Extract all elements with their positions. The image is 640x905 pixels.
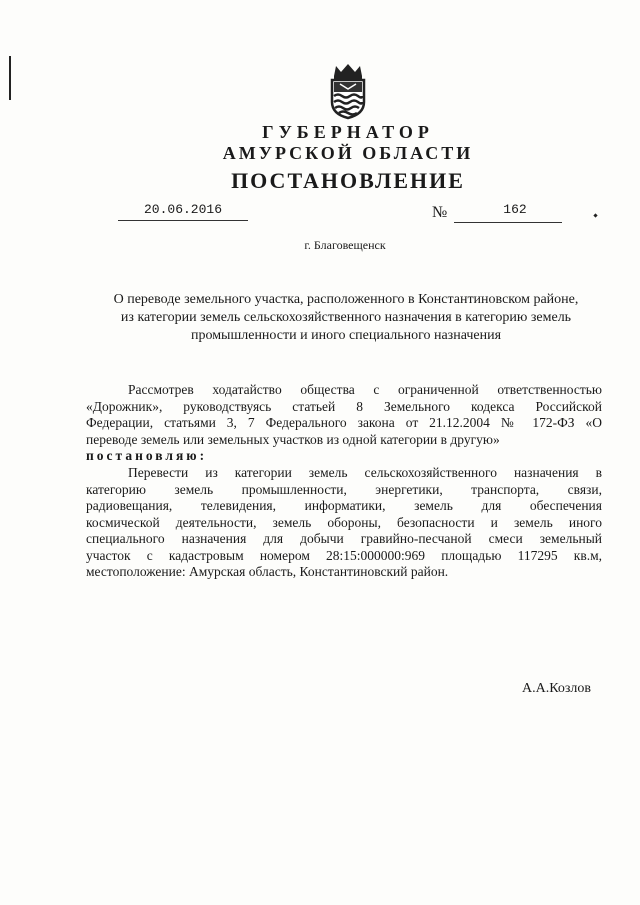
signature-name: А.А.Козлов xyxy=(522,681,591,696)
operative-paragraph xyxy=(86,465,602,581)
resolve-word: постановляю: xyxy=(86,448,208,463)
region-heading: АМУРСКОЙ ОБЛАСТИ xyxy=(222,143,474,163)
preamble-paragraph xyxy=(86,382,602,465)
operative-line: радиовещания, телевидения, информатики, земель для обеспечения xyxy=(86,498,602,513)
preamble-line: Федерации, статьями 3, 7 Федерального закона от 21.12.2004 № 172-ФЗ «О xyxy=(86,415,602,430)
city-line: г. Благовещенск xyxy=(304,238,386,252)
operative-line: космической деятельности, земель обороны, безопасности и земель иного xyxy=(86,514,602,530)
date-field xyxy=(118,202,248,217)
preamble-line: переводе земель или земельных участков из одной категории в другую» xyxy=(86,431,500,447)
title-line: промышленности и иного специального назначения xyxy=(190,328,502,343)
scan-mark xyxy=(593,213,597,217)
title-line: О переводе земельного участка, расположенного в Константиновском районе, xyxy=(113,292,579,307)
operative-line: специального назначения для добычи гравийно-песчаной смеси земельный xyxy=(86,531,602,546)
number-sign: № xyxy=(432,204,448,221)
operative-line: участок с кадастровым номером 28:15:000000:969 площадью 117295 кв.м, xyxy=(86,547,602,563)
preamble-line: «Дорожник», руководствуясь статьей 8 Земельного кодекса Российской xyxy=(86,398,602,414)
title-line: из категории земель сельскохозяйственного назначения в категорию земель xyxy=(120,310,572,325)
operative-line: категорию земель промышленности, энергетики, транспорта, связи, xyxy=(86,481,602,497)
date-underline xyxy=(118,220,248,221)
operative-line: Перевести из категории земель сельскохозяйственного назначения в xyxy=(128,465,602,480)
coat-of-arms-emblem xyxy=(326,62,370,120)
number-underline xyxy=(454,222,562,223)
operative-line: местоположение: Амурская область, Константиновский район. xyxy=(86,564,449,579)
preamble-line: Рассмотрев ходатайство общества с ограниченной ответственностью xyxy=(128,382,602,397)
document-type-heading: ПОСТАНОВЛЕНИЕ xyxy=(231,168,465,193)
date-value: 20.06.2016 xyxy=(143,202,222,217)
governor-heading: ГУБЕРНАТОР xyxy=(262,122,434,142)
document-title xyxy=(86,291,606,345)
document-number: 162 xyxy=(503,202,527,217)
scan-mark xyxy=(9,56,11,100)
